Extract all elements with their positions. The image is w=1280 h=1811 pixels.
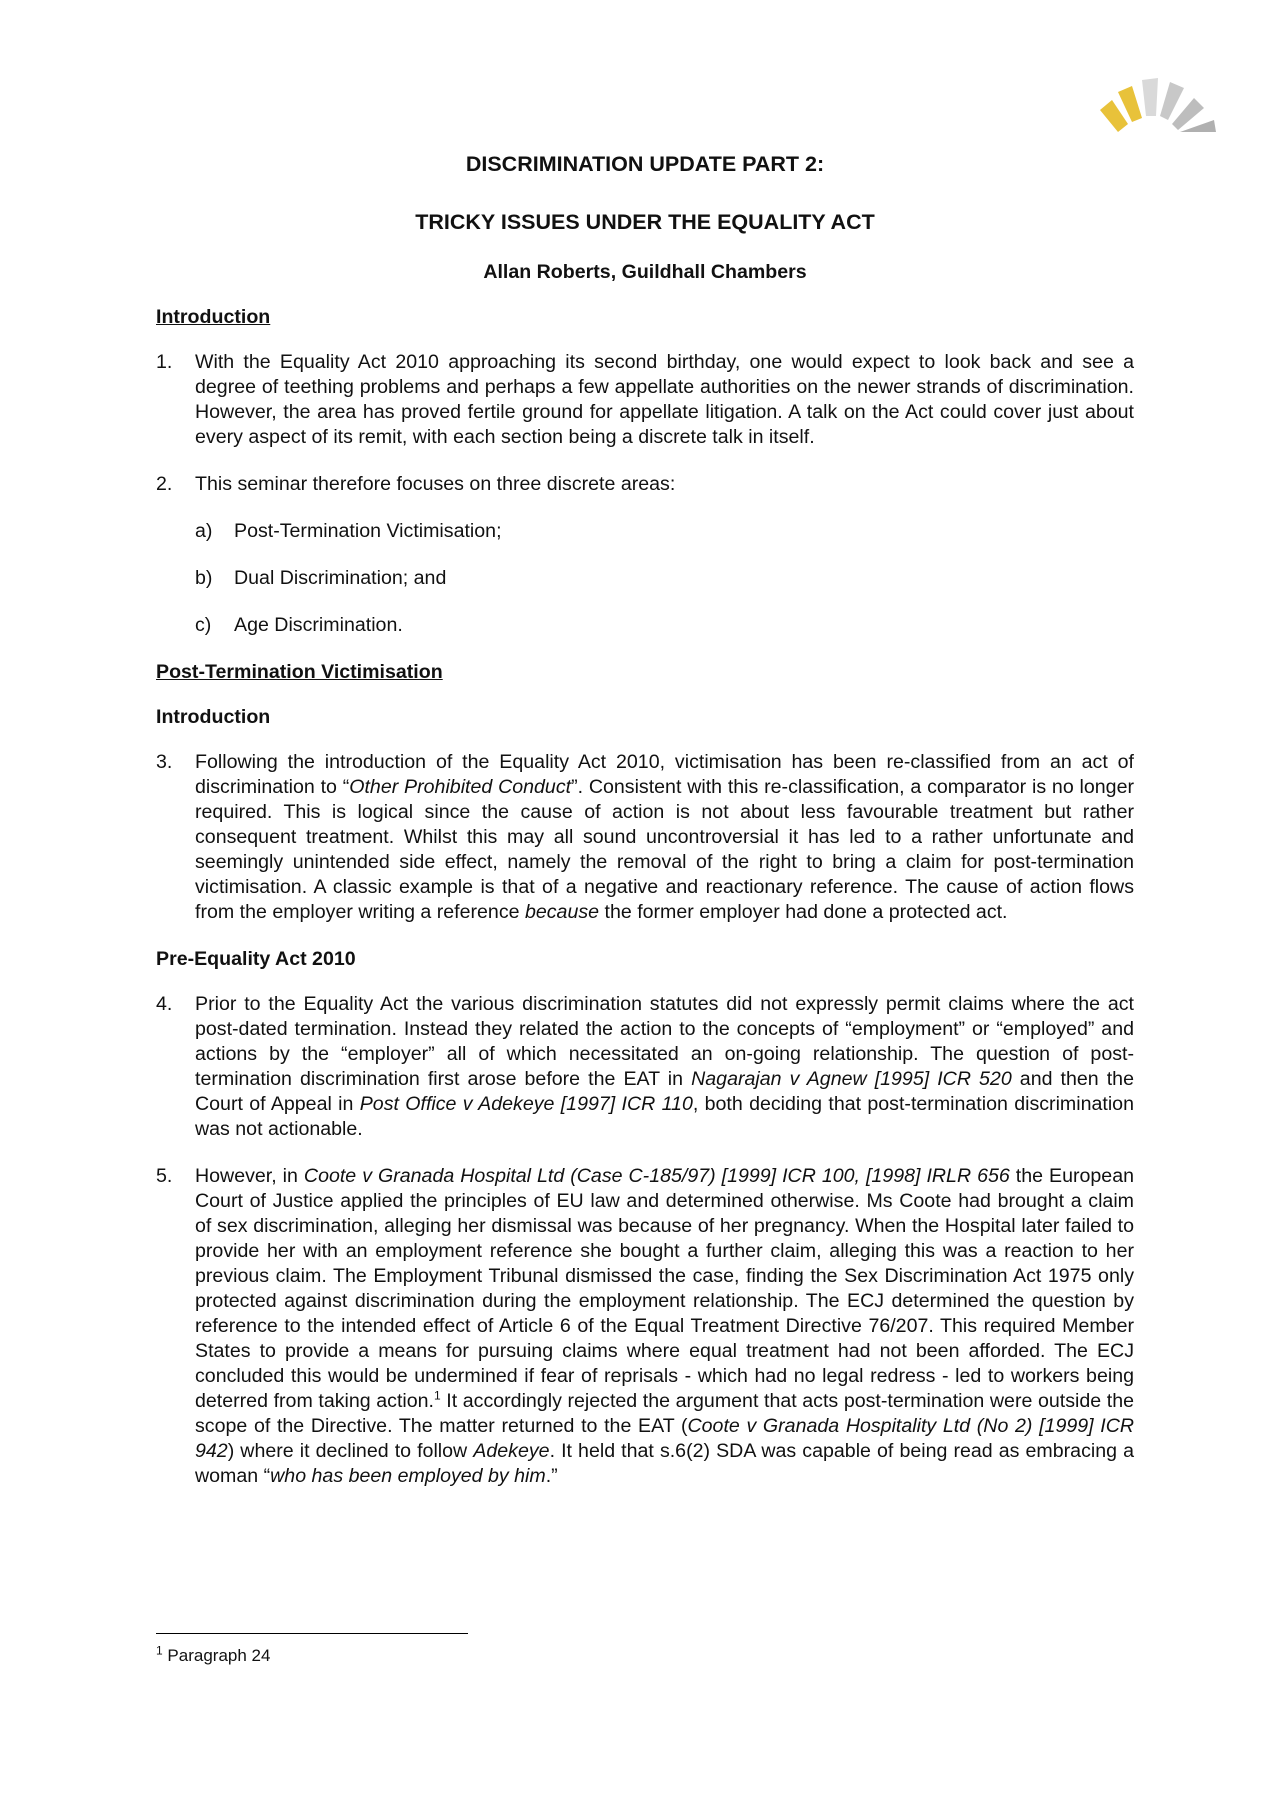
logo-ray-1: [1100, 100, 1128, 132]
list-item-text: Age Discrimination.: [234, 614, 403, 636]
text-run: ”. Consistent with this re-classification, a comparator is no longer required. This is logical since the cause of action is not about less favourable treatment but rather consequent treatment. Whilst this may all sound uncontroversial it has led to a rather unfortunate and seemingly unintended side effect, namely the removal of the right to bring a claim for post-termination victimisation. A classic example is that of a negative and reactionary reference. The cause of action flows from the employer writing a reference: [195, 776, 1134, 923]
paragraph-1: [156, 350, 1134, 450]
paragraph-number: 4.: [156, 993, 173, 1015]
list-item-text: Dual Discrimination; and: [234, 567, 447, 589]
text-run: , both deciding that post-termination discrimination was not actionable.: [195, 1093, 1134, 1140]
list-item: [156, 566, 1134, 591]
case-citation: Nagarajan v Agnew [1995] ICR 520: [691, 1068, 1012, 1090]
paragraph-number: 3.: [156, 751, 173, 773]
case-citation: Adekeye: [473, 1440, 550, 1462]
subsection-heading-introduction: Introduction: [156, 706, 271, 728]
text-run: Following the introduction of the Equality Act 2010, victimisation has been re-classified from an act of discrimination to “: [195, 751, 1134, 798]
quotation: who has been employed by him: [270, 1465, 546, 1487]
italic-run: because: [524, 901, 600, 923]
list-item: [156, 519, 1134, 544]
section-heading-introduction: Introduction: [156, 306, 271, 328]
list-item: [156, 613, 1134, 638]
list-item-letter: b): [195, 567, 213, 589]
footnote-text: Paragraph 24: [167, 1646, 271, 1665]
paragraph-text: This seminar therefore focuses on three discrete areas:: [195, 473, 676, 495]
italic-run: Other Prohibited Conduct: [349, 776, 572, 798]
case-citation: Post Office v Adekeye [1997] ICR 110: [359, 1093, 693, 1115]
paragraph-5: [156, 1164, 1134, 1489]
footnote-reference[interactable]: 1: [433, 1388, 441, 1403]
text-run: ) where it declined to follow: [227, 1440, 474, 1462]
list-item-letter: c): [195, 614, 212, 636]
text-run: and then the Court of Appeal in: [195, 1068, 1134, 1115]
sunburst-logo-icon: [1098, 74, 1218, 134]
document-author: Allan Roberts, Guildhall Chambers: [483, 261, 807, 283]
text-run: It accordingly rejected the argument that acts post-termination were outside the scope of the Directive. The matter returned to the EAT (: [195, 1390, 1134, 1437]
paragraph-4: [156, 992, 1134, 1142]
footnote: [156, 1645, 270, 1667]
text-run: .”: [545, 1465, 558, 1487]
text-run: the former employer had done a protected act.: [599, 901, 1008, 923]
paragraph-3: [156, 750, 1134, 925]
paragraph-2: [156, 472, 1134, 497]
paragraph-number: 2.: [156, 473, 173, 495]
section-heading-post-termination: Post-Termination Victimisation: [156, 661, 443, 683]
paragraph-number: 1.: [156, 351, 173, 373]
case-citation: Coote v Granada Hospitality Ltd (No 2) [1999] ICR 942: [195, 1415, 1134, 1462]
document-body: [156, 150, 1134, 1511]
logo-ray-5: [1172, 98, 1204, 130]
case-citation: Coote v Granada Hospital Ltd (Case C-185/97) [1999] ICR 100, [1998] IRLR 656: [303, 1165, 1010, 1187]
text-run: the European Court of Justice applied the principles of EU law and determined otherwise. Ms Coote had brought a claim of sex discrimination, alleging her dismissal was because of her pregnancy. When the Hospital later failed to provide her with an employment reference she bought a further claim, alleging this was a reaction to her previous claim. The Employment Tribunal dismissed the case, finding the Sex Discrimination Act 1975 only protected against discrimination during the employment relationship. The ECJ determined the question by reference to the intended effect of Article 6 of the Equal Treatment Directive 76/207. This required Member States to provide a means for pursuing claims where equal treatment had not been afforded. The ECJ concluded this would be undermined if fear of reprisals - which had no legal redress - led to workers being deterred from taking action.: [195, 1165, 1134, 1412]
footnote-number: 1: [156, 1643, 163, 1658]
document-subtitle: TRICKY ISSUES UNDER THE EQUALITY ACT: [415, 210, 875, 234]
paragraph-text: With the Equality Act 2010 approaching its second birthday, one would expect to look back and see a degree of teething problems and perhaps a few appellate authorities on the newer strands of discrimination. However, the area has proved fertile ground for appellate litigation. A talk on the Act could cover just about every aspect of its remit, with each section being a discrete talk in itself.: [195, 351, 1134, 448]
logo-ray-3: [1142, 78, 1158, 116]
subsection-heading-pre-equality: Pre-Equality Act 2010: [156, 948, 356, 970]
list-item-letter: a): [195, 520, 213, 542]
list-item-text: Post-Termination Victimisation;: [234, 520, 502, 542]
text-run: Prior to the Equality Act the various discrimination statutes did not expressly permit claims where the act post-dated termination. Instead they related the action to the concepts of “employment” or “employed” and actions by the “employer” all of which necessitated an on-going relationship. The question of post-termination discrimination first arose before the EAT in: [195, 993, 1134, 1090]
footnote-divider: [156, 1633, 468, 1634]
document-title: DISCRIMINATION UPDATE PART 2:: [465, 152, 825, 176]
text-run: . It held that s.6(2) SDA was capable of being read as embracing a woman “: [195, 1440, 1134, 1487]
text-run: However, in: [195, 1165, 304, 1187]
paragraph-number: 5.: [156, 1165, 173, 1187]
